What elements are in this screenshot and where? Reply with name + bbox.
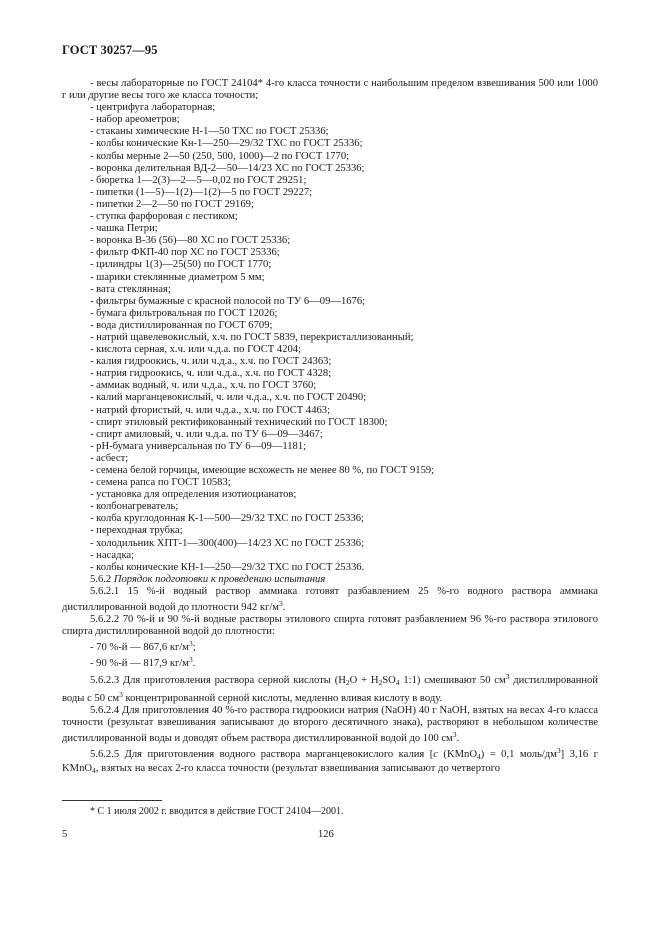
text-part: дистиллированной воды с 50 см: [62, 674, 599, 704]
paragraph-5-6-2-4: [62, 705, 598, 745]
page-marker-left: 5: [62, 829, 68, 840]
paragraph-5-6-2-5: [62, 745, 598, 777]
equipment-item: - семена рапса по ГОСТ 10583;: [90, 477, 231, 489]
superscript: 3: [452, 729, 457, 739]
equipment-item: - вата стеклянная;: [90, 283, 171, 295]
superscript: 3: [119, 689, 123, 699]
superscript: 3: [556, 745, 561, 755]
paragraph-5-6-2-1: [62, 586, 598, 614]
equipment-first-item: - весы лабораторные по ГОСТ 24104* 4-го класса точности с наибольшим пределом взвешивания 500 или 1000 г или другие весы того же класса точности;: [62, 78, 598, 102]
equipment-item: - бумага фильтровальная по ГОСТ 12026;: [90, 307, 278, 319]
equipment-item: - колбонагреватель;: [90, 501, 179, 513]
subscript: 4: [476, 751, 481, 761]
text-part: SO: [382, 674, 396, 686]
equipment-item: - пипетки (1—5)—1(2)—1(2)—5 по ГОСТ 29227;: [90, 186, 313, 198]
equipment-item: - колбы мерные 2—50 (250, 500, 1000)—2 по ГОСТ 1770;: [90, 150, 350, 162]
equipment-item: - переходная трубка;: [90, 525, 183, 537]
document-body: [62, 78, 598, 777]
equipment-item: - шарики стеклянные диаметром 5 мм;: [90, 271, 265, 283]
equipment-item: - колбы конические КН-1—250—29/32 ТХС по ГОСТ 25336.: [90, 561, 365, 573]
paragraph-text: 5.6.2.4 Для приготовления 40 %-го раствора гидроокиси натрия (NaOH) 40 г NaOH, взятых на весах 4-го класса точности (результат взвешивания записывают до второго десятичного знака), растворяют в небольшом количестве дистиллированной воды и доводят объем раствора дистиллированной водой до 100 см: [62, 704, 598, 744]
equipment-item: - фильтры бумажные с красной полосой по ТУ 6—09—1676;: [90, 295, 366, 307]
text-part: концентрированной серной кислоты, медленно вливая кислоту в воду.: [122, 692, 443, 704]
equipment-item: - бюретка 1—2(3)—2—5—0,02 по ГОСТ 29251;: [90, 174, 307, 186]
punctuation: .: [192, 658, 196, 670]
punctuation: ;: [192, 642, 196, 654]
section-heading-5-6-2: [62, 574, 598, 586]
subscript: 2: [345, 677, 350, 687]
text-part: 1:1) смешивают 50 см: [399, 674, 506, 686]
text-part: ) = 0,1 моль/дм: [480, 748, 557, 760]
equipment-item: - спирт амиловый, ч. или ч.д.а. по ТУ 6—09—3467;: [90, 428, 323, 440]
equipment-item: - колбы конические Кн-1—250—29/32 ТХС по ГОСТ 25336;: [90, 138, 363, 150]
equipment-item: - ступка фарфоровая с пестиком;: [90, 211, 238, 223]
equipment-item: - калия гидроокись, ч. или ч.д.а., х.ч. по ГОСТ 24363;: [90, 356, 332, 368]
superscript: 3: [188, 655, 193, 665]
text-part: O + H: [349, 674, 379, 686]
text-part: (KMnO: [437, 748, 477, 760]
equipment-item: - насадка;: [90, 549, 135, 561]
subscript: 4: [92, 766, 96, 776]
equipment-item: - спирт этиловый ректификованный технический по ГОСТ 18300;: [90, 416, 388, 428]
equipment-item: - аммиак водный, ч. или ч.д.а., х.ч. по ГОСТ 3760;: [90, 380, 317, 392]
footnote: * С 1 июля 2002 г. вводится в действие ГОСТ 24104—2001.: [90, 806, 344, 817]
document-header: ГОСТ 30257—95: [62, 43, 158, 57]
text-part: 5.6.2.5 Для приготовления водного раствора марганцевокислого калия [: [90, 748, 434, 760]
punctuation: .: [282, 602, 286, 614]
equipment-item: - асбест;: [90, 452, 129, 464]
superscript: 3: [188, 639, 193, 649]
equipment-item: - цилиндры 1(3)—25(50) по ГОСТ 1770;: [90, 259, 272, 271]
equipment-item: - колба круглодонная К-1—500—29/32 ТХС по ГОСТ 25336;: [90, 513, 364, 525]
equipment-item: - набор ареометров;: [90, 114, 180, 126]
equipment-item: - вода дистиллированная по ГОСТ 6709;: [90, 319, 273, 331]
equipment-list: [62, 102, 598, 574]
section-number: 5.6.2: [90, 573, 112, 585]
section-title: Порядок подготовки к проведению испытания: [113, 573, 326, 585]
footnote-divider: [62, 800, 162, 801]
equipment-item: - воронка В-36 (56)—80 ХС по ГОСТ 25336;: [90, 235, 291, 247]
equipment-item: - фильтр ФКП-40 пор ХС по ГОСТ 25336;: [90, 247, 280, 259]
equipment-item: - натрия гидроокись, ч. или ч.д.а., х.ч. по ГОСТ 4328;: [90, 368, 332, 380]
page-number: 126: [318, 829, 334, 840]
superscript: 3: [278, 599, 283, 609]
equipment-item: - стаканы химические Н-1—50 ТХС по ГОСТ 25336;: [90, 126, 329, 138]
equipment-item: - пипетки 2—2—50 по ГОСТ 29169;: [90, 198, 254, 210]
density-item-90: [62, 654, 598, 670]
equipment-item: - натрий фтористый, ч. или ч.д.а., х.ч. по ГОСТ 4463;: [90, 404, 331, 416]
text-part: ] 3,16 г KMnO: [62, 748, 598, 775]
text-part: , взятых на весах 2-го класса точности (результат взвешивания записывают до четвертого: [95, 763, 501, 775]
text-part: 5.6.2.3 Для приготовления раствора серной кислоты (H: [90, 674, 346, 686]
superscript: 3: [505, 671, 510, 681]
paragraph-5-6-2-3: [62, 671, 598, 705]
italic-symbol: c: [433, 748, 438, 760]
equipment-item: - семена белой горчицы, имеющие всхожесть не менее 80 %, по ГОСТ 9159;: [90, 465, 435, 476]
equipment-item: - холодильник ХПТ-1—300(400)—14/23 ХС по ГОСТ 25336;: [90, 537, 365, 549]
equipment-item: - натрий щавелевокислый, х.ч. по ГОСТ 5839, перекристаллизованный;: [90, 331, 414, 343]
equipment-item: - кислота серная, х.ч. или ч.д.а. по ГОСТ 4204;: [90, 344, 302, 356]
density-text: - 90 %-й — 817,9 кг/м: [90, 658, 189, 670]
punctuation: .: [456, 732, 460, 744]
subscript: 4: [395, 677, 400, 687]
equipment-item: - калий марганцевокислый, ч. или ч.д.а., х.ч. по ГОСТ 20490;: [90, 392, 367, 404]
paragraph-5-6-2-2: 5.6.2.2 70 %-й и 90 %-й водные растворы этилового спирта готовят разбавлением 96 %-го раствора этилового спирта дистиллированной водой до плотности:: [62, 614, 598, 638]
density-item-70: [62, 638, 598, 654]
paragraph-text: 5.6.2.1 15 %-й водный раствор аммиака готовят разбавлением 25 %-го водного раствора аммиака дистиллированной водой до плотности 942 кг/м: [62, 585, 598, 614]
subscript: 2: [378, 677, 383, 687]
equipment-item: - установка для определения изотиоцианатов;: [90, 489, 297, 501]
equipment-item: - воронка делительная ВД-2—50—14/23 ХС по ГОСТ 25336;: [90, 162, 365, 174]
equipment-item: - чашка Петри;: [90, 223, 158, 235]
density-text: - 70 %-й — 867,6 кг/м: [90, 642, 189, 654]
equipment-item: - рН-бумага универсальная по ТУ 6—09—1181;: [90, 440, 307, 452]
equipment-item: - центрифуга лабораторная;: [90, 102, 216, 114]
